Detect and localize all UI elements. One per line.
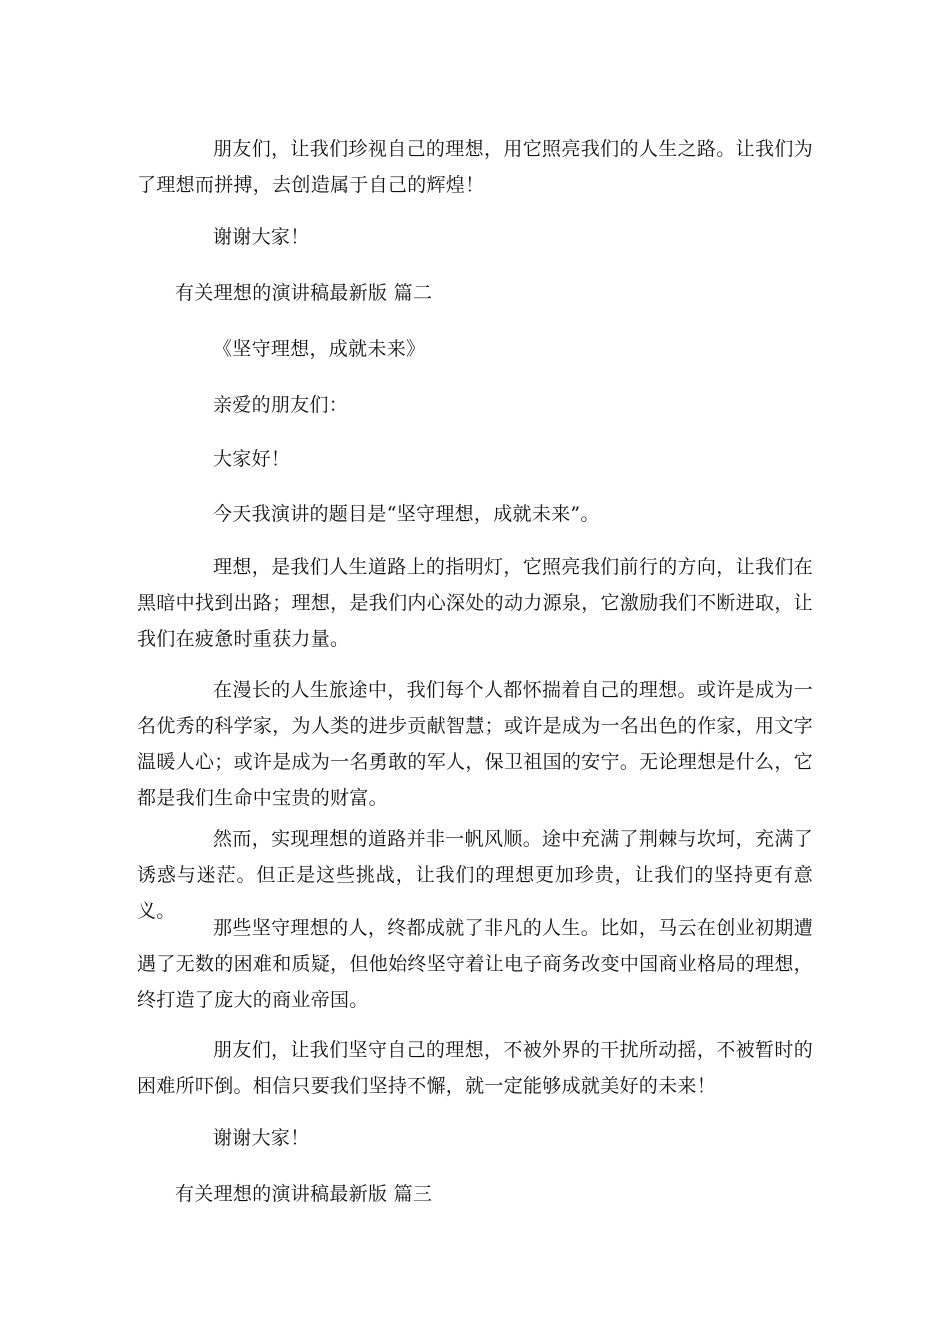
salutation: 亲爱的朋友们： (213, 394, 349, 416)
speech-title: 《坚守理想，成就未来》 (213, 338, 426, 360)
section-heading-3: 有关理想的演讲稿最新版 篇三 (175, 1183, 433, 1205)
thanks-text-1: 谢谢大家！ (213, 226, 310, 248)
paragraph-closing-1: 朋友们，让我们珍视自己的理想，用它照亮我们的人生之路。让我们为了理想而拼搏，去创造属于自己的辉煌！ (137, 138, 813, 196)
topic-line: 今天我演讲的题目是“坚守理想，成就未来”。 (213, 503, 600, 525)
paragraph-challenges: 然而，实现理想的道路并非一帆风顺。途中充满了荆棘与坎坷，充满了诱惑与迷茫。但正是这些挑战，让我们的理想更加珍贵，让我们的坚持更有意义。 (137, 828, 813, 922)
section-heading-2: 有关理想的演讲稿最新版 篇二 (175, 282, 433, 304)
paragraph-life-journey: 在漫长的人生旅途中，我们每个人都怀揣着自己的理想。或许是成为一名优秀的科学家，为人类的进步贡献智慧；或许是成为一名出色的作家，用文字温暖人心；或许是成为一名勇敢的军人，保卫祖国的安宁。无论理想是什么，它都是我们生命中宝贵的财富。 (137, 679, 813, 809)
greeting: 大家好！ (213, 448, 291, 470)
paragraph-closing-2: 朋友们，让我们坚守自己的理想，不被外界的干扰所动摇，不被暂时的困难所吓倒。相信只要我们坚持不懈，就一定能够成就美好的未来！ (137, 1039, 813, 1097)
paragraph-ideal-definition: 理想，是我们人生道路上的指明灯，它照亮我们前行的方向，让我们在黑暗中找到出路；理想，是我们内心深处的动力源泉，它激励我们不断进取，让我们在疲惫时重获力量。 (137, 556, 813, 650)
thanks-text-2: 谢谢大家！ (213, 1127, 310, 1149)
paragraph-example: 那些坚守理想的人，终都成就了非凡的人生。比如，马云在创业初期遭遇了无数的困难和质疑，但他始终坚守着让电子商务改变中国商业格局的理想，终打造了庞大的商业帝国。 (137, 917, 813, 1011)
